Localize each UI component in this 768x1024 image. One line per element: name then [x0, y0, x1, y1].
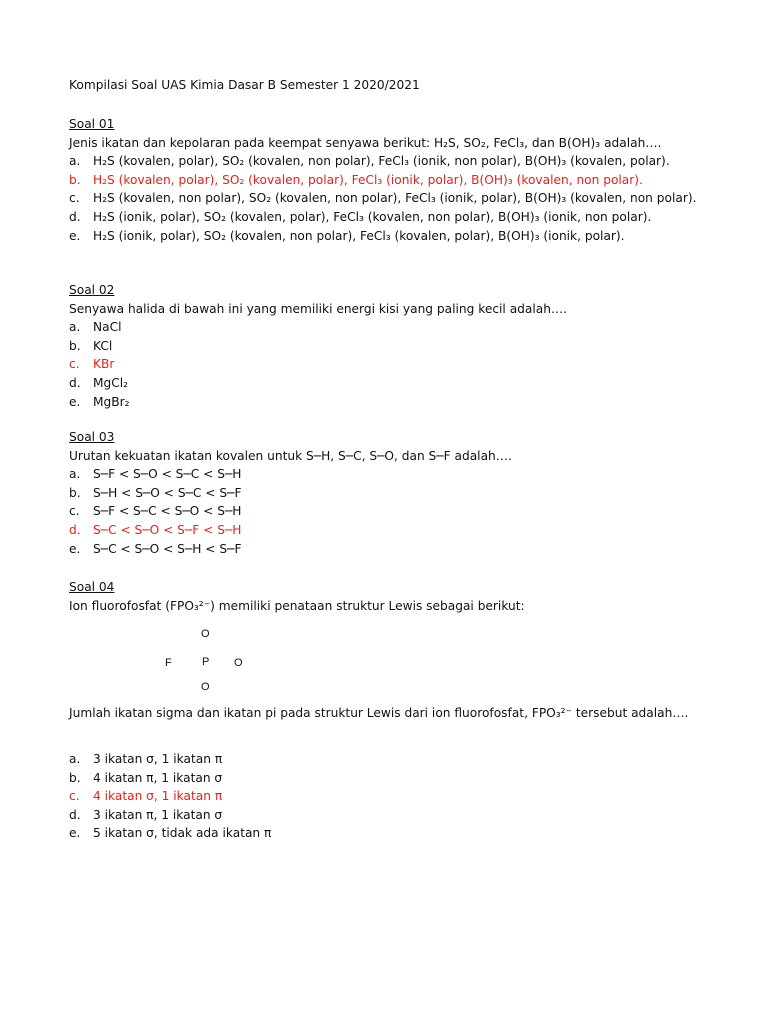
option-letter: a. [69, 320, 81, 335]
option-letter: a. [69, 154, 81, 169]
answer-options [69, 318, 701, 411]
answer-options [69, 750, 701, 843]
option-letter: a. [69, 752, 81, 766]
option-text: KBr [93, 357, 115, 372]
option-text: S─C < S─O < S─H < S─F [93, 541, 242, 556]
question-heading: Soal 03 [69, 430, 115, 444]
lewis-atom-top: O [201, 628, 210, 640]
answer-option [69, 540, 701, 559]
option-letter: d. [69, 807, 81, 822]
answer-option-correct [69, 171, 701, 190]
option-letter: c. [69, 357, 80, 372]
option-letter: b. [69, 172, 81, 187]
option-text: MgCl₂ [93, 375, 129, 390]
option-text: H₂S (ionik, polar), SO₂ (kovalen, polar), FeCl₃ (kovalen, non polar), B(OH)₃ (ionik, non polar). [93, 209, 652, 224]
question-text: Jenis ikatan dan kepolaran pada keempat senyawa berikut: H₂S, SO₂, FeCl₃, dan B(OH)₃ adalah…. [69, 135, 662, 150]
option-text: 4 ikatan π, 1 ikatan σ [93, 770, 223, 785]
option-letter: b. [69, 338, 81, 353]
option-letter: c. [69, 504, 80, 519]
answer-option [69, 318, 701, 337]
answer-option [69, 374, 701, 393]
option-text: MgBr₂ [93, 394, 130, 409]
answer-option [69, 484, 701, 503]
answer-option [69, 189, 701, 208]
question-text: Urutan kekuatan ikatan kovalen untuk S─H, S─C, S─O, dan S─F adalah…. [69, 448, 512, 463]
document-title: Kompilasi Soal UAS Kimia Dasar B Semester 1 2020/2021 [69, 78, 420, 92]
option-text: 4 ikatan σ, 1 ikatan π [93, 789, 223, 804]
answer-option [69, 208, 701, 227]
question-section-02 [69, 281, 701, 411]
answer-option-correct [69, 787, 701, 806]
lewis-atom-right: O [234, 657, 243, 669]
answer-options [69, 465, 701, 558]
option-text: KCl [93, 338, 113, 353]
option-letter: e. [69, 394, 81, 409]
answer-options [69, 152, 701, 245]
option-text: S─F < S─C < S─O < S─H [93, 504, 242, 519]
option-letter: e. [69, 826, 81, 841]
option-text: 3 ikatan π, 1 ikatan σ [93, 807, 223, 822]
question-text: Ion fluorofosfat (FPO₃²⁻) memiliki penataan struktur Lewis sebagai berikut: [69, 598, 525, 613]
lewis-atom-left: F [165, 657, 172, 669]
answer-option-correct [69, 355, 701, 374]
question-heading: Soal 04 [69, 580, 115, 594]
option-text: S─F < S─O < S─C < S─H [93, 467, 242, 482]
option-letter: e. [69, 228, 81, 243]
option-letter: c. [69, 789, 80, 804]
answer-option [69, 502, 701, 521]
answer-option-correct [69, 521, 701, 540]
option-text: H₂S (ionik, polar), SO₂ (kovalen, non polar), FeCl₃ (kovalen, polar), B(OH)₃ (ionik, polar). [93, 228, 625, 243]
option-text: H₂S (kovalen, non polar), SO₂ (kovalen, non polar), FeCl₃ (ionik, polar), B(OH)₃ (kovalen, non polar). [93, 191, 697, 206]
option-text: 3 ikatan σ, 1 ikatan π [93, 752, 223, 766]
option-letter: d. [69, 522, 81, 537]
option-text: NaCl [93, 320, 122, 335]
answer-option [69, 227, 701, 246]
option-text: H₂S (kovalen, polar), SO₂ (kovalen, polar), FeCl₃ (ionik, polar), B(OH)₃ (kovalen, non polar). [93, 172, 643, 187]
answer-option [69, 769, 701, 788]
answer-option [69, 337, 701, 356]
answer-option [69, 806, 701, 825]
option-letter: a. [69, 467, 81, 482]
question-text-2: Jumlah ikatan sigma dan ikatan pi pada struktur Lewis dari ion fluorofosfat, FPO₃²⁻ tersebut adalah…. [69, 706, 689, 720]
option-text: S─C < S─O < S─F < S─H [93, 522, 242, 537]
option-letter: c. [69, 191, 80, 206]
option-letter: b. [69, 485, 81, 500]
answer-option [69, 750, 701, 769]
lewis-atom-center: P [202, 656, 210, 668]
question-section-04 [69, 578, 701, 615]
answer-option [69, 465, 701, 484]
option-letter: b. [69, 770, 81, 785]
lewis-atom-bottom: O [201, 681, 210, 693]
option-letter: d. [69, 209, 81, 224]
question-heading: Soal 01 [69, 117, 115, 131]
answer-option [69, 393, 701, 412]
question-section-04-options [69, 750, 701, 843]
question-section-04-continued [69, 704, 701, 723]
answer-option [69, 824, 701, 843]
answer-option [69, 152, 701, 171]
question-text: Senyawa halida di bawah ini yang memiliki energi kisi yang paling kecil adalah…. [69, 301, 568, 316]
option-letter: e. [69, 541, 81, 556]
option-text: 5 ikatan σ, tidak ada ikatan π [93, 826, 272, 841]
option-text: H₂S (kovalen, polar), SO₂ (kovalen, non polar), FeCl₃ (ionik, non polar), B(OH)₃ (kovalen, polar). [93, 154, 670, 169]
question-heading: Soal 02 [69, 283, 115, 297]
option-letter: d. [69, 375, 81, 390]
option-text: S─H < S─O < S─C < S─F [93, 485, 242, 500]
question-section-03 [69, 428, 701, 558]
question-section-01 [69, 115, 701, 245]
